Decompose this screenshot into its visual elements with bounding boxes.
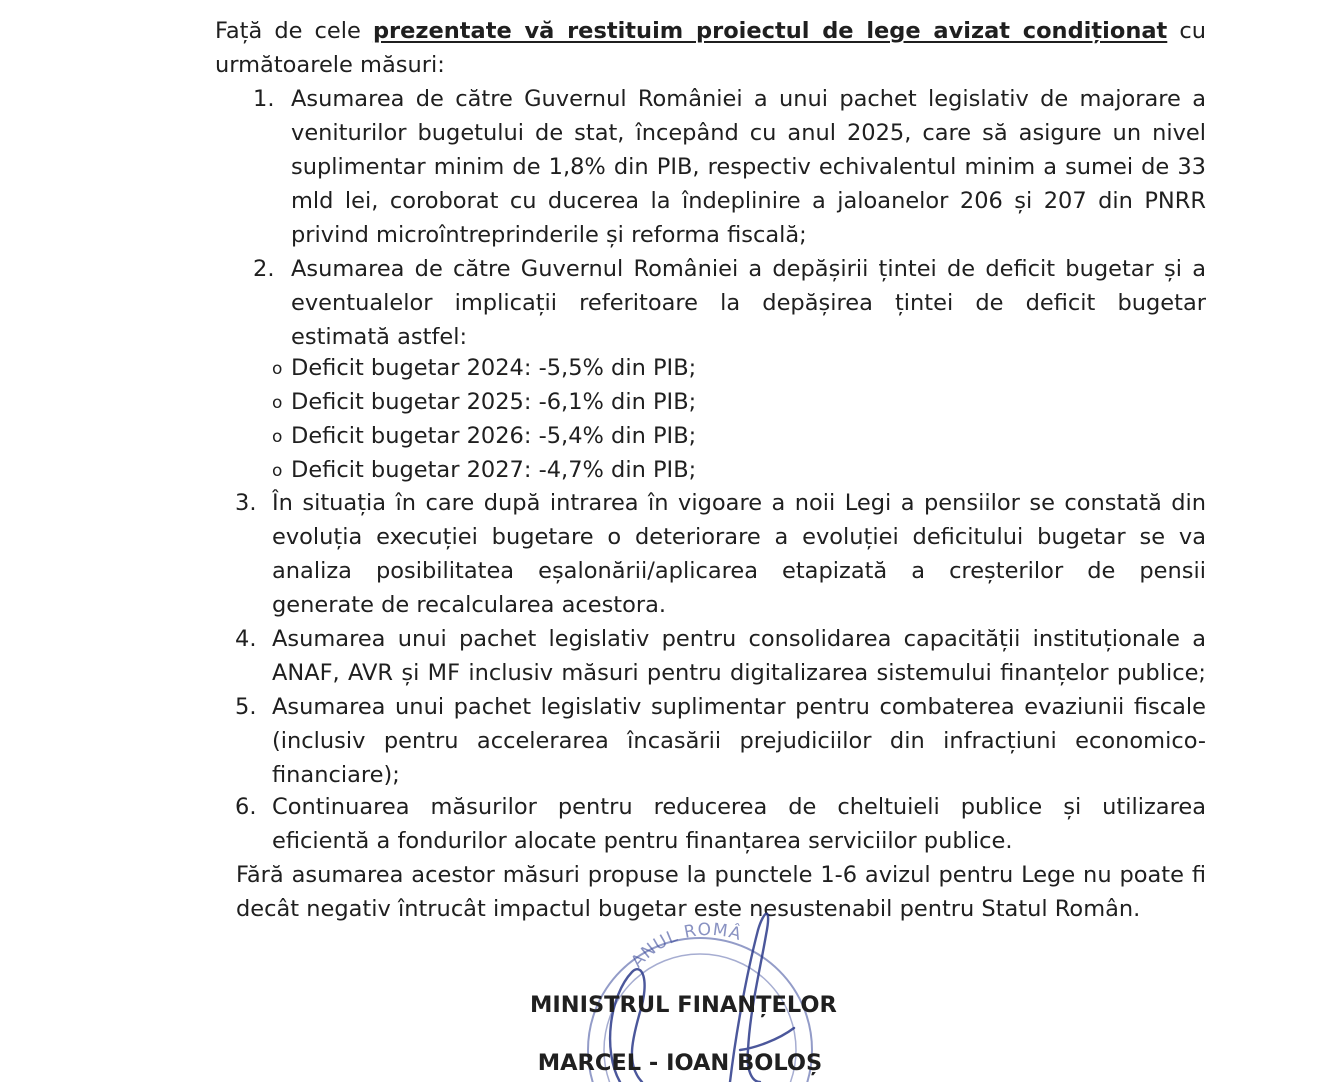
item-1-line: suplimentar minim de 1,8% din PIB, respectiv echivalentul minim a sumei de 33 [291,154,1206,180]
item-2-number: 2. [253,256,275,282]
item-5-number: 5. [235,694,257,720]
item-3-number: 3. [235,490,257,516]
signatory-name: MARCEL - IOAN BOLOȘ [537,1050,823,1076]
item-4-number: 4. [235,626,257,652]
item-3-line: analiza posibilitatea eșalonării/aplicarea etapizată a creșterilor de pensii [272,558,1206,584]
closing-line-1: Fără asumarea acestor măsuri propuse la punctele 1-6 avizul pentru Lege nu poate fi [236,862,1206,888]
item-1-line: Asumarea de către Guvernul României a unui pachet legislativ de majorare a [291,86,1206,112]
deficit-2024: Deficit bugetar 2024: -5,5% din PIB; [291,355,697,381]
intro-text-post: cu [1167,18,1206,44]
item-1-line: veniturilor bugetului de stat, începând cu anul 2025, care să asigure un nivel [291,120,1206,146]
sub-bullet-marker: o [272,359,283,379]
deficit-2026: Deficit bugetar 2026: -5,4% din PIB; [291,423,697,449]
item-6-line: Continuarea măsurilor pentru reducerea de cheltuieli publice și utilizarea [272,794,1206,820]
item-2-line: estimată astfel: [291,324,468,350]
intro-line-1 [215,14,1206,48]
signature-title: MINISTRUL FINANȚELOR [530,992,837,1018]
intro-text-pre: Față de cele [215,18,373,44]
intro-line-2: următoarele măsuri: [215,52,445,78]
item-5-line: financiare); [272,762,400,788]
stamp-arc-label: ANUL ROMÂ [627,919,745,972]
item-1-line: mld lei, coroborat cu ducerea la îndeplinire a jaloanelor 206 și 207 din PNRR [291,188,1206,214]
deficit-2025: Deficit bugetar 2025: -6,1% din PIB; [291,389,697,415]
item-4-line: ANAF, AVR și MF inclusiv măsuri pentru digitalizarea sistemului finanțelor publice; [272,660,1206,686]
item-5-line: (inclusiv pentru accelerarea încasării prejudiciilor din infracțiuni economico- [272,728,1206,754]
deficit-2027: Deficit bugetar 2027: -4,7% din PIB; [291,457,697,483]
stamp-arc-text [627,920,744,972]
item-6-line: eficientă a fondurilor alocate pentru finanțarea serviciilor publice. [272,828,1013,854]
item-3-line: evoluția execuției bugetare o deteriorare a evoluției deficitului bugetar se va [272,524,1206,550]
item-1-number: 1. [253,86,275,112]
intro-underlined-text: prezentate vă restituim proiectul de lege avizat condiționat [372,18,1168,44]
item-3-line: În situația în care după intrarea în vigoare a noii Legi a pensiilor se constată din [272,490,1206,516]
closing-line-2: decât negativ întrucât impactul bugetar este nesustenabil pentru Statul Român. [236,896,1141,922]
item-6-number: 6. [235,794,257,820]
item-4-line: Asumarea unui pachet legislativ pentru consolidarea capacității instituționale a [272,626,1206,652]
item-2-line: eventualelor implicații referitoare la depășirea țintei de deficit bugetar [291,290,1206,316]
sub-bullet-marker: o [272,461,283,481]
sub-bullet-marker: o [272,393,283,413]
sub-bullet-marker: o [272,427,283,447]
item-1-line: privind microîntreprinderile și reforma fiscală; [291,222,807,248]
item-2-line: Asumarea de către Guvernul României a depășirii țintei de deficit bugetar și a [291,256,1206,282]
item-3-line: generate de recalcularea acestora. [272,592,667,618]
item-5-line: Asumarea unui pachet legislativ suplimentar pentru combaterea evaziunii fiscale [272,694,1206,720]
